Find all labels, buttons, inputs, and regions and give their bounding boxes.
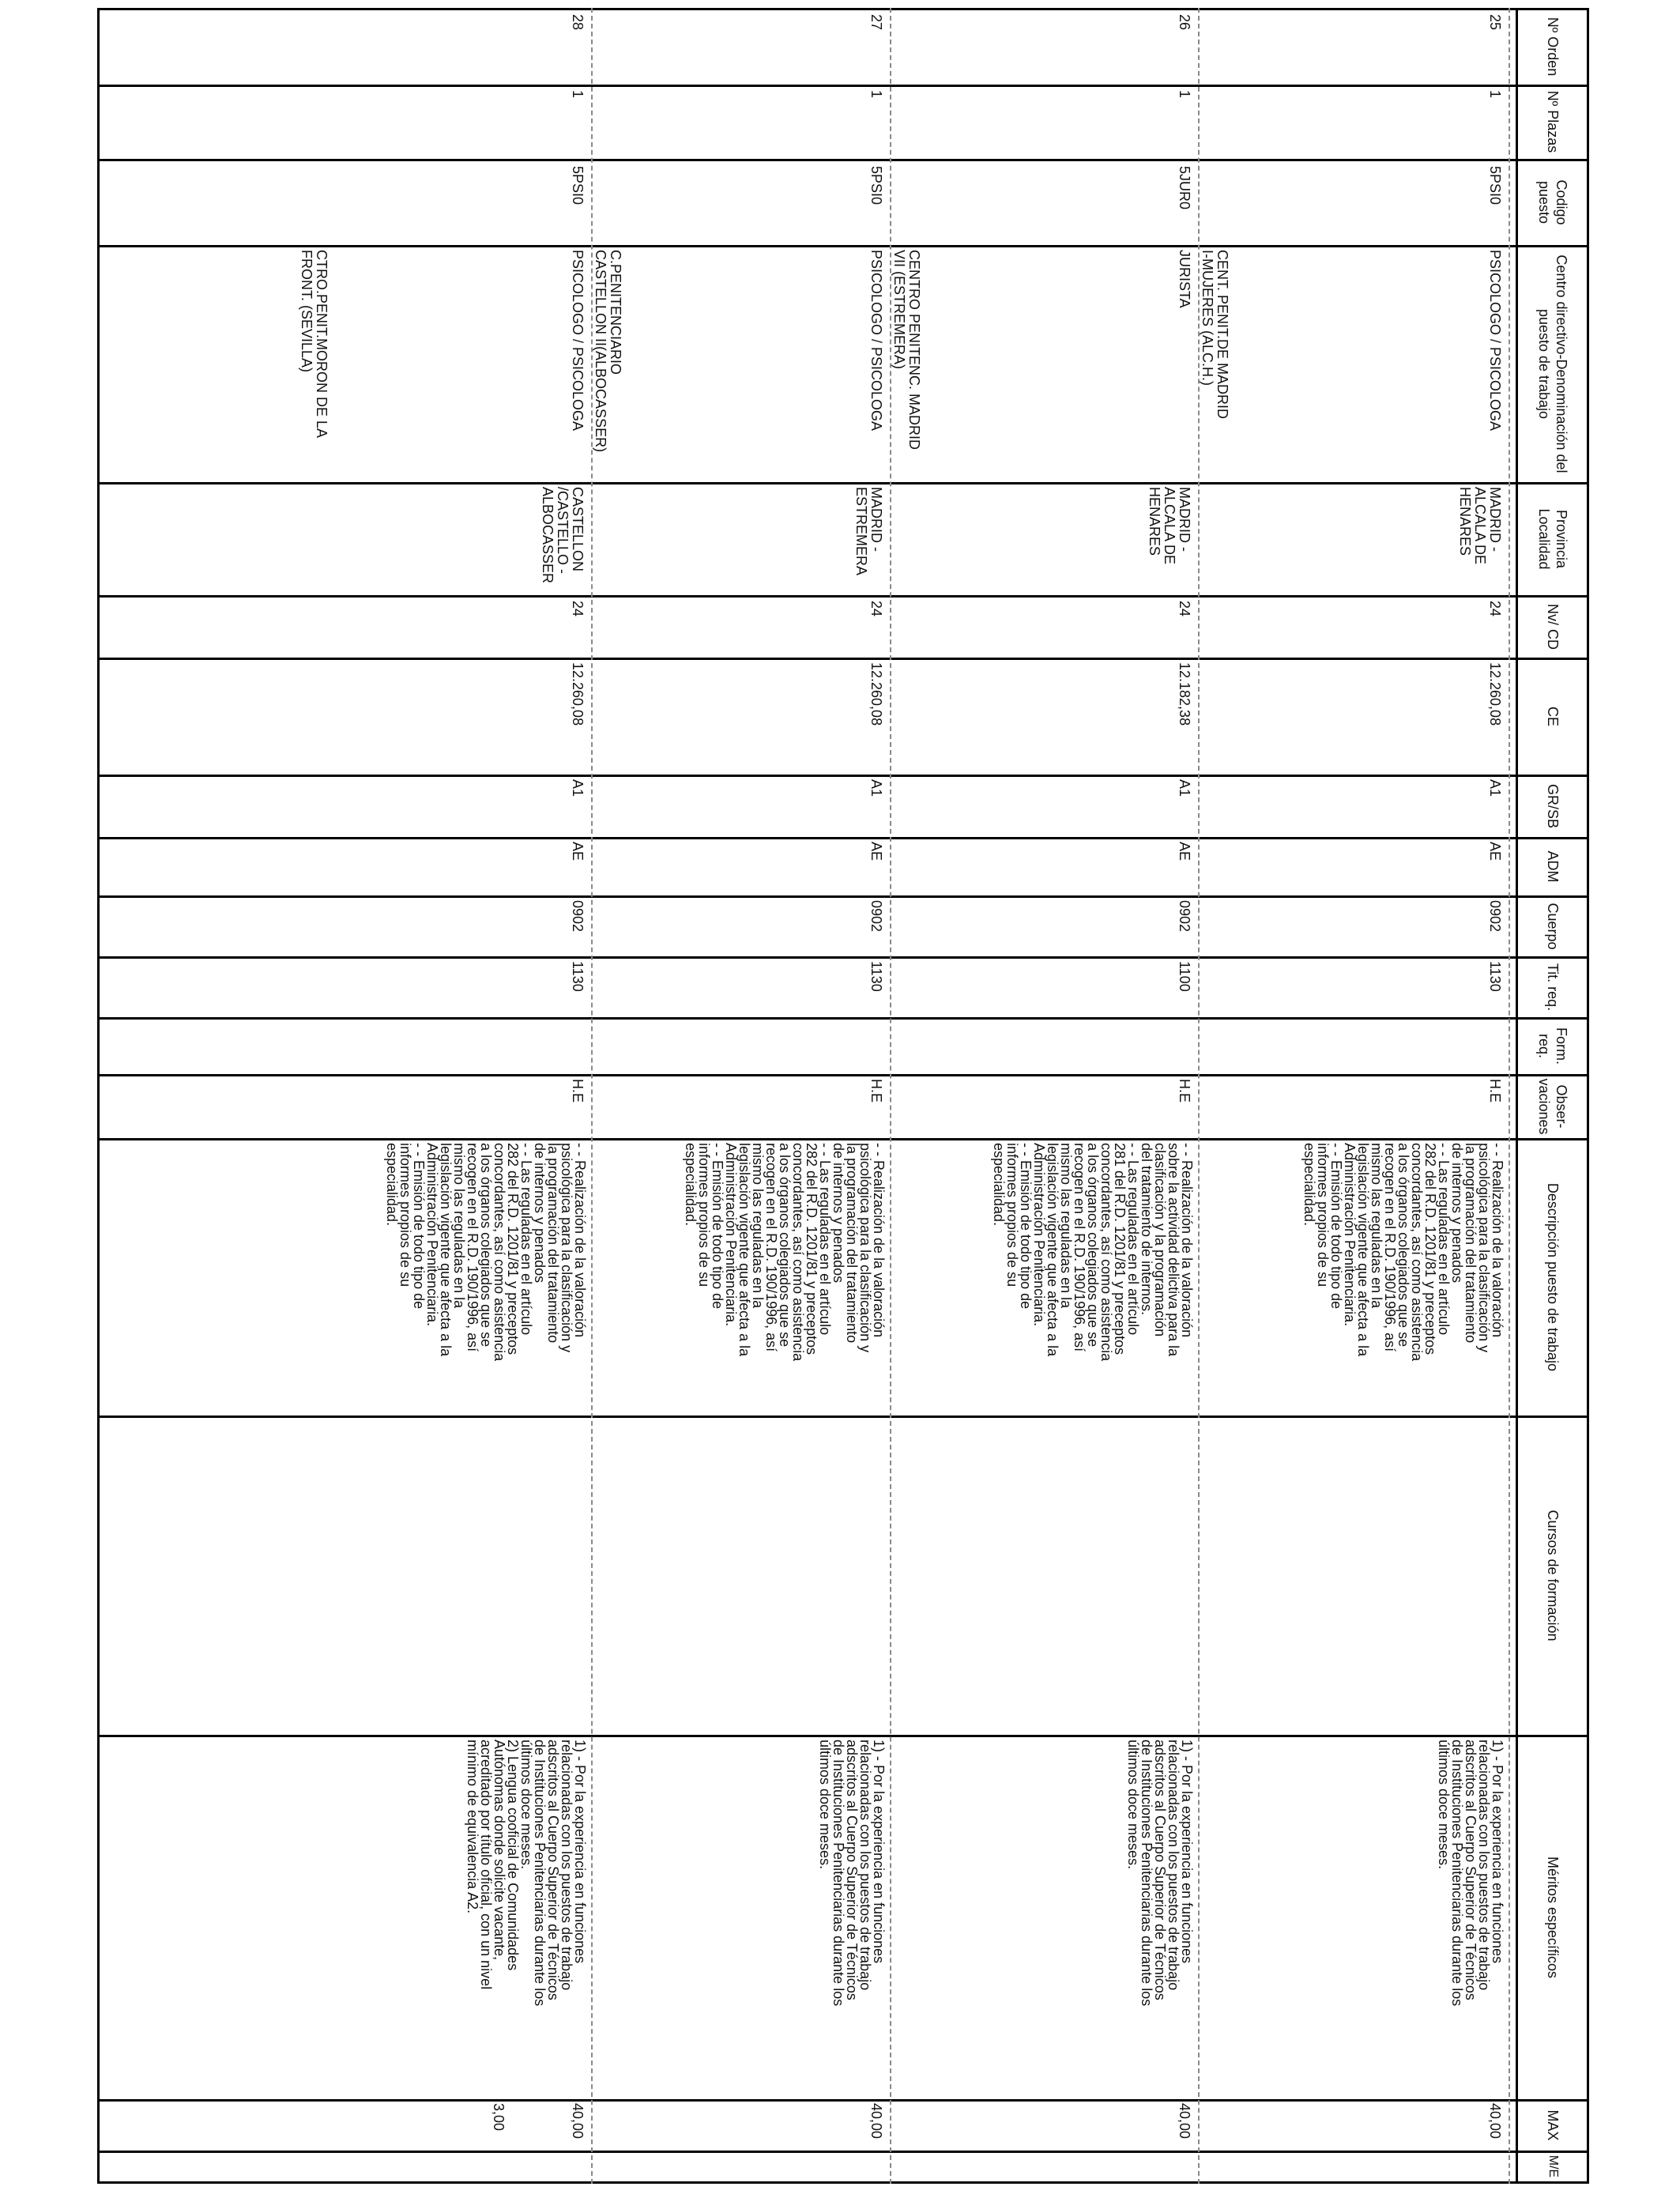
- table-bottom-rule: [97, 8, 100, 2184]
- row-observaciones: H.E: [570, 1079, 586, 1103]
- row-denominacion: JURISTA: [1177, 250, 1192, 308]
- next-centro-header: CTRO.PENIT.MORON DE LA FRONT. (SEVILLA): [299, 250, 330, 439]
- row-descripcion: - - Realización de la valoración psicológica para la clasificación y la programación del tratamiento de internos y penados - - Las reguladas en el artículo 282 del R.D. 1201/81 y preceptos concordantes, así como asistencia a los órganos colegiados que se recogen en el R.D. 190/1996, así mismo las reguladas en la legislación vigente que afecta a la Administración Penitenciaria. - - Emisión de todo tipo de informes propios de su especialidad.: [1301, 1143, 1505, 1362]
- column-rule: [97, 1416, 1589, 1418]
- row-ce: 12.260,08: [868, 662, 884, 726]
- column-rule: [97, 85, 1589, 87]
- column-rule: [97, 1074, 1589, 1076]
- column-rule: [97, 482, 1589, 484]
- column-rule: [97, 8, 1589, 10]
- header-adm: ADM: [1545, 850, 1561, 883]
- row-meritos: 1) - Por la experiencia en funciones relacionadas con los puestos de trabajo adscritos al Cuerpo Superior de Técnicos de Instituciones Penitenciarias durante los últimos doce meses.: [1125, 1740, 1195, 2007]
- row-titulacion: 1130: [570, 961, 586, 992]
- row-nivel: 24: [868, 601, 884, 617]
- header-centro: Centro directivo-Denominación del puesto de trabajo: [1536, 254, 1569, 473]
- column-rule: [97, 956, 1589, 959]
- column-rule: [97, 2151, 1589, 2153]
- column-rule: [97, 595, 1589, 598]
- column-rule: [97, 658, 1589, 660]
- row-titulacion: 1130: [868, 961, 884, 992]
- row-max: 40,00: [1487, 2103, 1503, 2139]
- header-orden: Nº Orden: [1545, 17, 1561, 77]
- header-ce: CE: [1545, 706, 1561, 726]
- vacancy-table: [97, 8, 1589, 2184]
- row-observaciones: H.E: [1487, 1079, 1503, 1103]
- row-centro-header: C.PENITENCIARIO CASTELLON II(ALBOCASSER): [593, 250, 623, 453]
- row-separator: [1509, 8, 1510, 2184]
- row-ce: 12.260,08: [570, 662, 586, 726]
- row-plazas: 1: [1177, 90, 1192, 99]
- row-nivel: 24: [570, 601, 586, 617]
- header-formacion: Form. req.: [1536, 1027, 1569, 1065]
- header-nivel: Nv/ CD: [1545, 604, 1561, 650]
- row-codigo: 5PSI0: [1487, 166, 1503, 205]
- column-rule: [97, 2099, 1589, 2102]
- column-rule: [97, 1735, 1589, 1737]
- row-adm: AE: [1487, 842, 1503, 861]
- column-rule: [97, 245, 1589, 247]
- row-max: 40,00: [570, 2103, 586, 2139]
- row-grupo: A1: [868, 779, 884, 797]
- row-codigo: 5PSI0: [868, 166, 884, 205]
- row-max: 40,00: [868, 2103, 884, 2139]
- row-plazas: 1: [570, 90, 586, 99]
- row-grupo: A1: [1177, 779, 1192, 797]
- header-titulacion: Tit. req.: [1545, 963, 1561, 1012]
- row-adm: AE: [570, 842, 586, 861]
- header-descripcion: Descripción puesto de trabajo: [1545, 1182, 1561, 1372]
- row-cuerpo: 0902: [1487, 900, 1503, 933]
- row-descripcion: - - Realización de la valoración psicológica para la clasificación y la programación del tratamiento de internos y penados - - Las reguladas en el artículo 282 del R.D. 1201/81 y preceptos concordantes, así como asistencia a los órganos colegiados que se recogen en el R.D. 190/1996, así mismo las reguladas en la legislación vigente que afecta a la Administración Penitenciaria. - - Emisión de todo tipo de informes propios de su especialidad.: [683, 1143, 887, 1362]
- row-orden: 26: [1177, 14, 1192, 31]
- header-provincia: Provincia Localidad: [1536, 508, 1569, 570]
- row-descripcion: - - Realización de la valoración psicológica para la clasificación y la programación del tratamiento de internos y penados - - Las reguladas en el artículo 282 del R.D. 1201/81 y preceptos concordantes, así como asistencia a los órganos colegiados que se recogen en el R.D. 190/1996, así mismo las reguladas en la legislación vigente que afecta a la Administración Penitenciaria. - - Emisión de todo tipo de informes propios de su especialidad.: [384, 1143, 588, 1362]
- row-codigo: 5JUR0: [1177, 166, 1192, 210]
- column-rule: [97, 837, 1589, 839]
- header-max: MAX: [1545, 2109, 1561, 2141]
- row-observaciones: H.E: [868, 1079, 884, 1103]
- row-nivel: 24: [1177, 601, 1192, 617]
- row-meritos: 1) - Por la experiencia en funciones relacionadas con los puestos de trabajo adscritos al Cuerpo Superior de Técnicos de Instituciones Penitenciarias durante los últimos doce meses.: [817, 1740, 887, 2007]
- row-provincia: MADRID - ALCALA DE HENARES: [1147, 487, 1192, 565]
- row-centro-header: CENT. PENIT.DE MADRID I-MUJERES (ALC.H.): [1200, 250, 1230, 420]
- row-orden: 27: [868, 14, 884, 31]
- row-cuerpo: 0902: [868, 900, 884, 933]
- row-meritos: 1) - Por la experiencia en funciones relacionadas con los puestos de trabajo adscritos al Cuerpo Superior de Técnicos de Instituciones Penitenciarias durante los últimos doce meses.: [1436, 1740, 1505, 2007]
- row-orden: 28: [570, 14, 586, 31]
- row-provincia: CASTELLON /CASTELLO - ALBOCASSER: [540, 487, 586, 584]
- row-plazas: 1: [1487, 90, 1503, 99]
- row-cuerpo: 0902: [1177, 900, 1192, 933]
- row-grupo: A1: [1487, 779, 1503, 797]
- row-orden: 25: [1487, 14, 1503, 31]
- row-provincia: MADRID - ESTREMERA: [853, 487, 884, 576]
- column-rule: [97, 895, 1589, 898]
- header-bottom-rule: [1516, 8, 1518, 2184]
- header-meritos: Méritos específicos: [1545, 1856, 1561, 1979]
- header-cuerpo: Cuerpo: [1545, 903, 1561, 950]
- row-grupo: A1: [570, 779, 586, 797]
- row-ce: 12.182,38: [1177, 662, 1192, 726]
- table-top-rule: [1587, 8, 1589, 2184]
- column-rule: [97, 159, 1589, 161]
- header-me: M/E: [1546, 2154, 1560, 2178]
- row-adm: AE: [1177, 842, 1192, 861]
- header-cursos: Cursos de formación: [1545, 1510, 1561, 1642]
- row-adm: AE: [868, 842, 884, 861]
- row-denominacion: PSICOLOGO / PSICOLOGA: [1487, 250, 1503, 432]
- header-grupo: GR/SB: [1545, 783, 1561, 828]
- row-cuerpo: 0902: [570, 900, 586, 933]
- column-rule: [97, 2181, 1589, 2184]
- row-descripcion: - - Realización de la valoración sobre la actividad delictiva para la clasificación y la programación del tratamiento de internos. - - Las reguladas en el artículo 281 del R.D. 1201/81 y preceptos concordantes, así como asistencia a los órganos colegiados que se recogen en el R.D. 190/1996, así mismo las reguladas en la legislación vigente que afecta a la Administración Penitenciaria. - - Emisión de todo tipo de informes propios de su especialidad.: [991, 1143, 1195, 1362]
- header-codigo: Codigo puesto: [1536, 179, 1569, 225]
- row-observaciones: H.E: [1177, 1079, 1192, 1103]
- header-observaciones: Obser- vaciones: [1536, 1078, 1569, 1135]
- column-rule: [97, 775, 1589, 777]
- row-denominacion: PSICOLOGO / PSICOLOGA: [570, 250, 586, 432]
- row-max: 40,00: [1177, 2103, 1192, 2139]
- row-denominacion: PSICOLOGO / PSICOLOGA: [868, 250, 884, 432]
- row-ce: 12.260,08: [1487, 662, 1503, 726]
- row-codigo: 5PSI0: [570, 166, 586, 205]
- row-titulacion: 1100: [1177, 961, 1192, 992]
- row-max-secondary: 3,00: [491, 2103, 507, 2132]
- row-meritos: 1) - Por la experiencia en funciones relacionadas con los puestos de trabajo adscritos al Cuerpo Superior de Técnicos de Instituciones Penitenciarias durante los últimos doce meses. 2) Lengua cooficial de Comunidades Autónomas donde solicite vacante, acreditado por título oficial, con un nivel mínimo de equivalencia A2.: [465, 1740, 588, 2007]
- row-plazas: 1: [868, 90, 884, 99]
- row-nivel: 24: [1487, 601, 1503, 617]
- row-titulacion: 1130: [1487, 961, 1503, 992]
- column-rule: [97, 1138, 1589, 1140]
- row-centro-header: CENTRO PENITENC. MADRID VII (ESTREMERA): [891, 250, 922, 450]
- header-plazas: Nº Plazas: [1545, 90, 1561, 153]
- column-rule: [97, 1017, 1589, 1020]
- row-provincia: MADRID - ALCALA DE HENARES: [1457, 487, 1503, 565]
